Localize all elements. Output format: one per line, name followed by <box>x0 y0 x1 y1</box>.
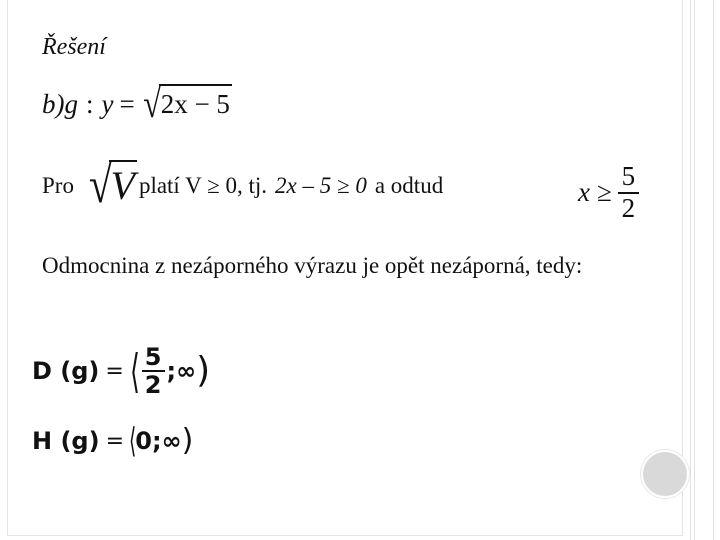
right-paren: ) <box>181 423 194 458</box>
condition-end: a odtud <box>374 173 444 198</box>
domain-fraction <box>142 344 165 399</box>
range-equation <box>32 421 194 461</box>
eq-y: y <box>101 88 114 119</box>
domain-denominator: 2 <box>144 371 162 400</box>
sqrt-v <box>86 157 137 214</box>
decorative-circle <box>641 450 689 498</box>
radicand: 2x − 5 <box>159 84 232 124</box>
x-lhs: x ≥ <box>578 177 612 208</box>
fraction-five-halves <box>618 162 640 223</box>
right-paren: ) <box>196 350 211 392</box>
sqrt-expression <box>141 81 232 126</box>
eq-prefix: b) <box>42 88 65 119</box>
condition-text: platí V ≥ 0, tj. <box>138 173 267 198</box>
pro-word: Pro <box>42 173 74 198</box>
condition-line <box>42 157 444 214</box>
radicand-v: V <box>109 160 137 212</box>
range-equals: = <box>105 428 124 454</box>
edge-line <box>713 0 714 540</box>
range-value: 0;∞ <box>135 427 182 455</box>
heading: Řešení <box>42 34 106 60</box>
left-angle-bracket: ⟨ <box>129 344 140 399</box>
domain-label: D (g) <box>32 357 100 386</box>
edge-line <box>690 0 691 540</box>
radical-sign: √ <box>142 81 161 126</box>
domain-equals: = <box>105 358 124 384</box>
edge-line <box>694 0 695 540</box>
eq-func-name: g <box>64 88 78 119</box>
x-inequality <box>578 162 639 223</box>
domain-numerator: 5 <box>142 344 165 372</box>
domain-equation <box>32 344 210 399</box>
left-angle-bracket: ⟨ <box>128 421 137 461</box>
fraction-numerator: 5 <box>618 162 640 194</box>
explanation-paragraph: Odmocnina z nezáporného výrazu je opět nezáporná, tedy: <box>42 253 583 278</box>
radical-sign: √ <box>88 157 112 214</box>
range-label: H (g) <box>32 427 100 455</box>
eq-colon: : <box>86 88 94 119</box>
eq-equals: = <box>119 88 135 119</box>
fraction-denominator: 2 <box>621 192 636 223</box>
condition-inequality: 2x – 5 ≥ 0 <box>275 173 367 198</box>
domain-rest: ;∞ <box>166 357 197 386</box>
equation-function-g <box>42 81 232 126</box>
